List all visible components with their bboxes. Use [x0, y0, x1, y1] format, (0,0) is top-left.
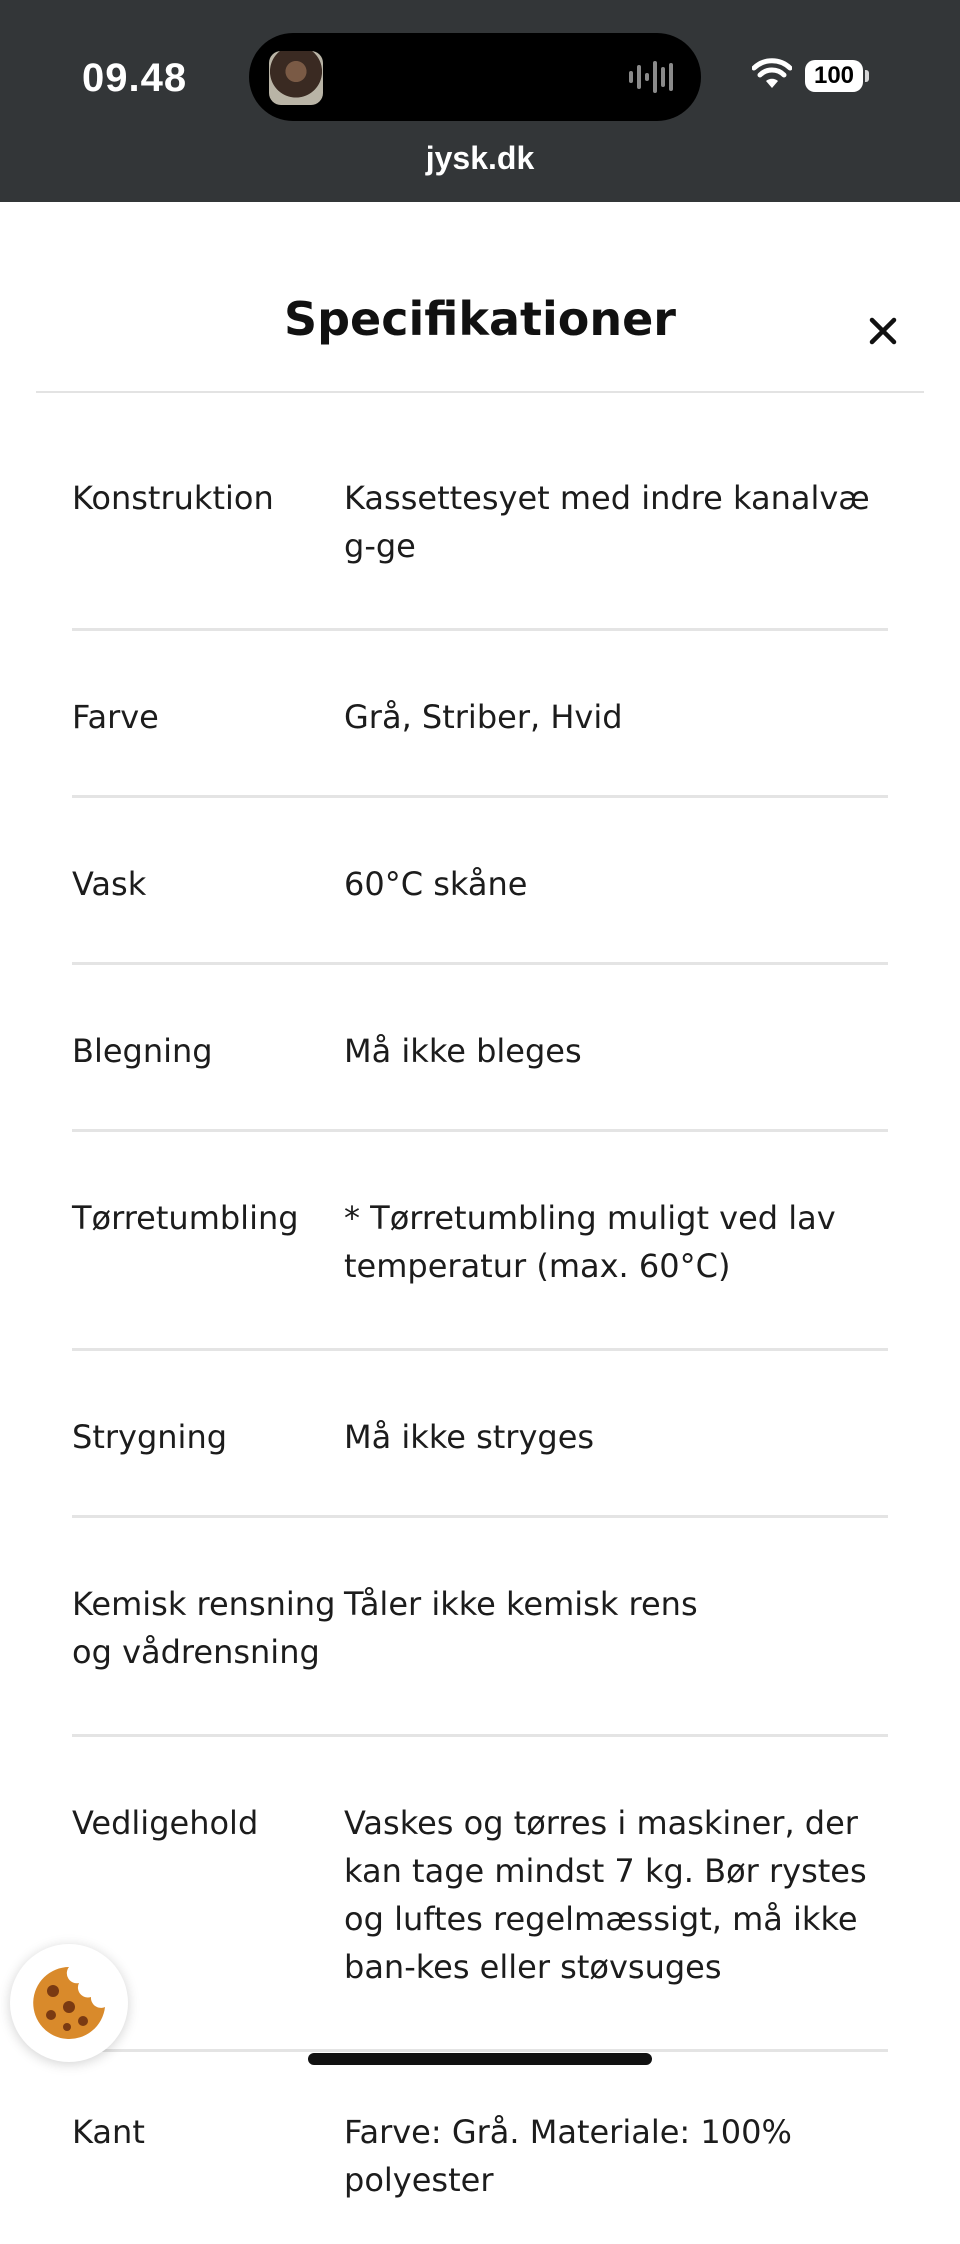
spec-row-farve	[72, 631, 888, 798]
cookie-icon	[29, 1963, 109, 2043]
spec-value: Vaskes og tørres i maskiner, der kan tage mindst 7 kg. Bør rystes og luftes regelmæssigt, må ikke ban-kes eller støvsuges	[344, 1804, 867, 1986]
battery-icon: 100	[805, 60, 863, 92]
spec-row-vedligehold	[72, 1737, 888, 2052]
spec-row-kemisk-rensning	[72, 1518, 888, 1737]
dynamic-island[interactable]	[249, 33, 701, 121]
spec-value: Tåler ikke kemisk rens	[344, 1585, 698, 1623]
spec-label: Tørretumbling	[72, 1199, 299, 1237]
spec-label: Kemisk rensning og vådrensning	[72, 1585, 336, 1671]
specifications-list	[72, 394, 888, 2244]
modal-title: Specifikationer	[283, 292, 676, 346]
spec-label: Farve	[72, 698, 159, 736]
header-divider	[36, 391, 924, 393]
wifi-icon	[752, 58, 792, 90]
spec-row-vask	[72, 798, 888, 965]
address-bar-url[interactable]: jysk.dk	[425, 140, 535, 176]
home-indicator[interactable]	[308, 2053, 652, 2065]
spec-value: Kassettesyet med indre kanalvæg-ge	[344, 479, 870, 565]
close-icon	[869, 317, 897, 345]
spec-label: Blegning	[72, 1032, 213, 1070]
cookie-settings-button[interactable]	[10, 1944, 128, 2062]
spec-value: Må ikke stryges	[344, 1418, 595, 1456]
spec-value: 60°C skåne	[344, 865, 528, 903]
spec-label: Konstruktion	[72, 479, 274, 517]
audio-waveform-icon	[629, 61, 679, 93]
close-button[interactable]	[862, 310, 904, 352]
spec-value: Farve: Grå. Materiale: 100% polyester	[344, 2113, 792, 2199]
spec-value: Må ikke bleges	[344, 1032, 582, 1070]
spec-row-kant	[72, 2052, 888, 2244]
spec-label: Vask	[72, 865, 147, 903]
spec-value: Grå, Striber, Hvid	[344, 698, 623, 736]
status-time: 09.48	[82, 56, 188, 100]
spec-label: Vedligehold	[72, 1804, 259, 1842]
battery-cap	[865, 70, 869, 82]
spec-row-blegning	[72, 965, 888, 1132]
spec-row-strygning	[72, 1351, 888, 1518]
status-bar	[0, 0, 960, 202]
spec-label: Strygning	[72, 1418, 228, 1456]
spec-value: * Tørretumbling muligt ved lav temperatur (max. 60°C)	[344, 1199, 836, 1285]
spec-label: Kant	[72, 2113, 145, 2151]
spec-row-konstruktion	[72, 394, 888, 631]
now-playing-artwork	[269, 51, 323, 105]
spec-row-torretumbling	[72, 1132, 888, 1351]
